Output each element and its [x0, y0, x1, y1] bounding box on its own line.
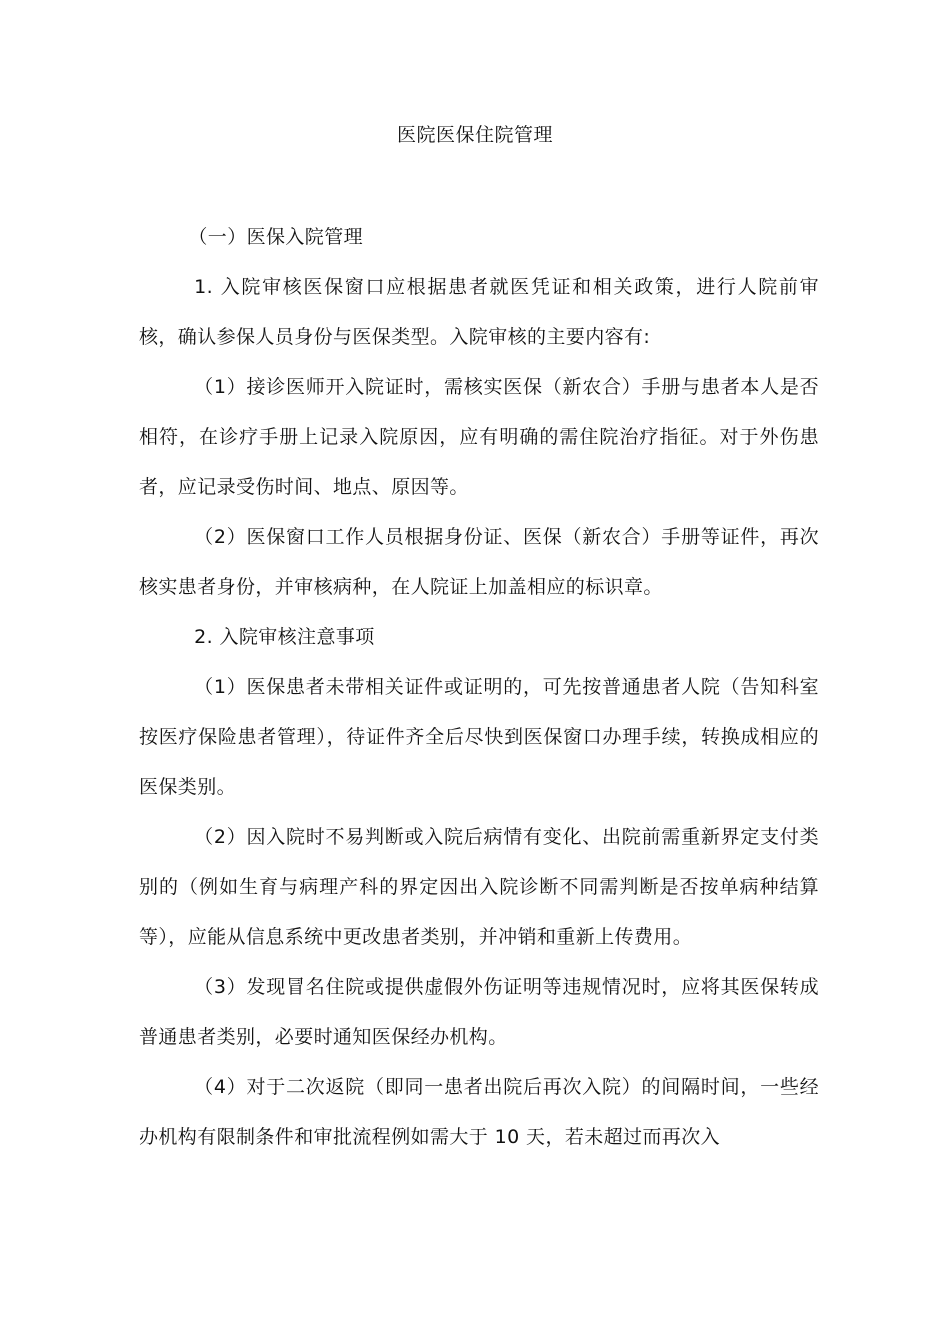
document-title: 医院医保住院管理	[396, 124, 553, 146]
paragraph-note-2: （2）因入院时不易判断或入院后病情有变化、出院前需重新界定支付类别的（例如生育与病理产科的界定因出入院诊断不同需判断是否按单病种结算等），应能从信息系统中更改患者类别，并冲销和重新上传费用。	[139, 826, 819, 948]
document-body	[139, 212, 819, 1162]
paragraph-note-1: （1）医保患者未带相关证件或证明的，可先按普通患者人院（告知科室按医疗保险患者管理），待证件齐全后尽快到医保窗口办理手续，转换成相应的医保类别。	[139, 676, 819, 798]
paragraph-review-item-2: （2）医保窗口工作人员根据身份证、医保（新农合）手册等证件，再次核实患者身份，并审核病种，在人院证上加盖相应的标识章。	[139, 526, 819, 598]
paragraph-admission-review: 1. 入院审核医保窗口应根据患者就医凭证和相关政策，进行人院前审核，确认参保人员身份与医保类型。入院审核的主要内容有:	[139, 276, 819, 348]
paragraph-review-item-1: （1）接诊医师开入院证时，需核实医保（新农合）手册与患者本人是否相符，在诊疗手册上记录入院原因，应有明确的需住院治疗指征。对于外伤患者，应记录受伤时间、地点、原因等。	[139, 376, 819, 498]
paragraph-note-4: （4）对于二次返院（即同一患者出院后再次入院）的间隔时间，一些经办机构有限制条件和审批流程例如需大于 10 天，若未超过而再次入	[139, 1076, 819, 1148]
paragraph-note-3: （3）发现冒名住院或提供虚假外伤证明等违规情况时，应将其医保转成普通患者类别，必要时通知医保经办机构。	[139, 976, 819, 1048]
section-heading-admission-management: （一）医保入院管理	[188, 226, 363, 248]
paragraph-review-notes-heading: 2. 入院审核注意事项	[194, 626, 375, 648]
